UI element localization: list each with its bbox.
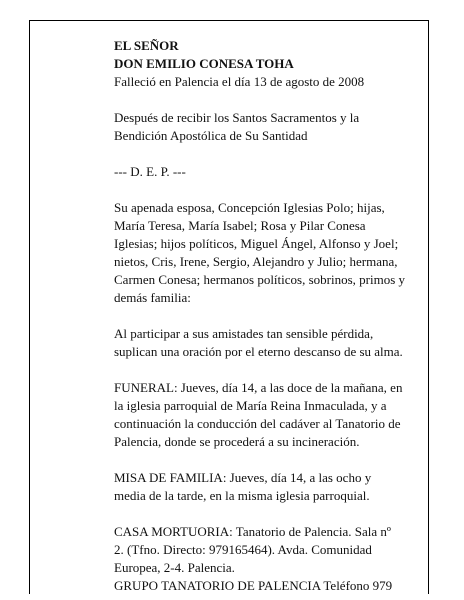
spacer <box>114 451 400 469</box>
funeral-line: Palencia, donde se procederá a su incineración. <box>114 434 360 449</box>
mortuary-line: 2. (Tfno. Directo: 979165464). Avda. Comunidad <box>114 542 372 557</box>
family-line: María Teresa, María Isabel; Rosa y Pilar Conesa <box>114 218 366 233</box>
family-mass-line: MISA DE FAMILIA: Jueves, día 14, a las ocho y <box>114 470 372 485</box>
spacer <box>114 91 400 109</box>
spacer <box>114 361 400 379</box>
deceased-name: DON EMILIO CONESA TOHA <box>114 56 294 71</box>
family-line: Iglesias; hijos políticos, Miguel Ángel, Alfonso y Joel; <box>114 236 399 251</box>
death-notice: Falleció en Palencia el día 13 de agosto de 2008 <box>114 74 365 89</box>
family-line: Carmen Conesa; hermanos políticos, sobrinos, primos y <box>114 272 406 287</box>
spacer <box>114 505 400 523</box>
border-top <box>29 20 429 21</box>
family-line: nietos, Cris, Irene, Sergio, Alejandro y Julio; hermana, <box>114 254 398 269</box>
request-line: Al participar a sus amistades tan sensible pérdida, <box>114 326 374 341</box>
mortuary-line: CASA MORTUORIA: Tanatorio de Palencia. Sala nº <box>114 524 391 539</box>
border-right <box>428 20 429 594</box>
request-line: suplican una oración por el eterno descanso de su alma. <box>114 344 403 359</box>
spacer <box>114 181 400 199</box>
heading-title: EL SEÑOR <box>114 38 179 53</box>
funeral-line: FUNERAL: Jueves, día 14, a las doce de la mañana, en <box>114 380 403 395</box>
family-line: Su apenada esposa, Concepción Iglesias Polo; hijas, <box>114 200 385 215</box>
mortuary-line: Europea, 2-4. Palencia. <box>114 560 235 575</box>
family-line: demás familia: <box>114 290 191 305</box>
spacer <box>114 307 400 325</box>
sacraments-line: Bendición Apostólica de Su Santidad <box>114 128 308 143</box>
sacraments-line: Después de recibir los Santos Sacramentos y la <box>114 110 360 125</box>
mortuary-line: GRUPO TANATORIO DE PALENCIA Teléfono 979 <box>114 578 393 593</box>
family-mass-line: media de la tarde, en la misma iglesia parroquial. <box>114 488 370 503</box>
obituary-text <box>114 37 406 595</box>
rip-line: --- D. E. P. --- <box>114 164 186 179</box>
spacer <box>114 145 400 163</box>
funeral-line: la iglesia parroquial de María Reina Inmaculada, y a <box>114 398 387 413</box>
funeral-line: continuación la conducción del cadáver al Tanatorio de <box>114 416 401 431</box>
border-left <box>29 20 30 594</box>
